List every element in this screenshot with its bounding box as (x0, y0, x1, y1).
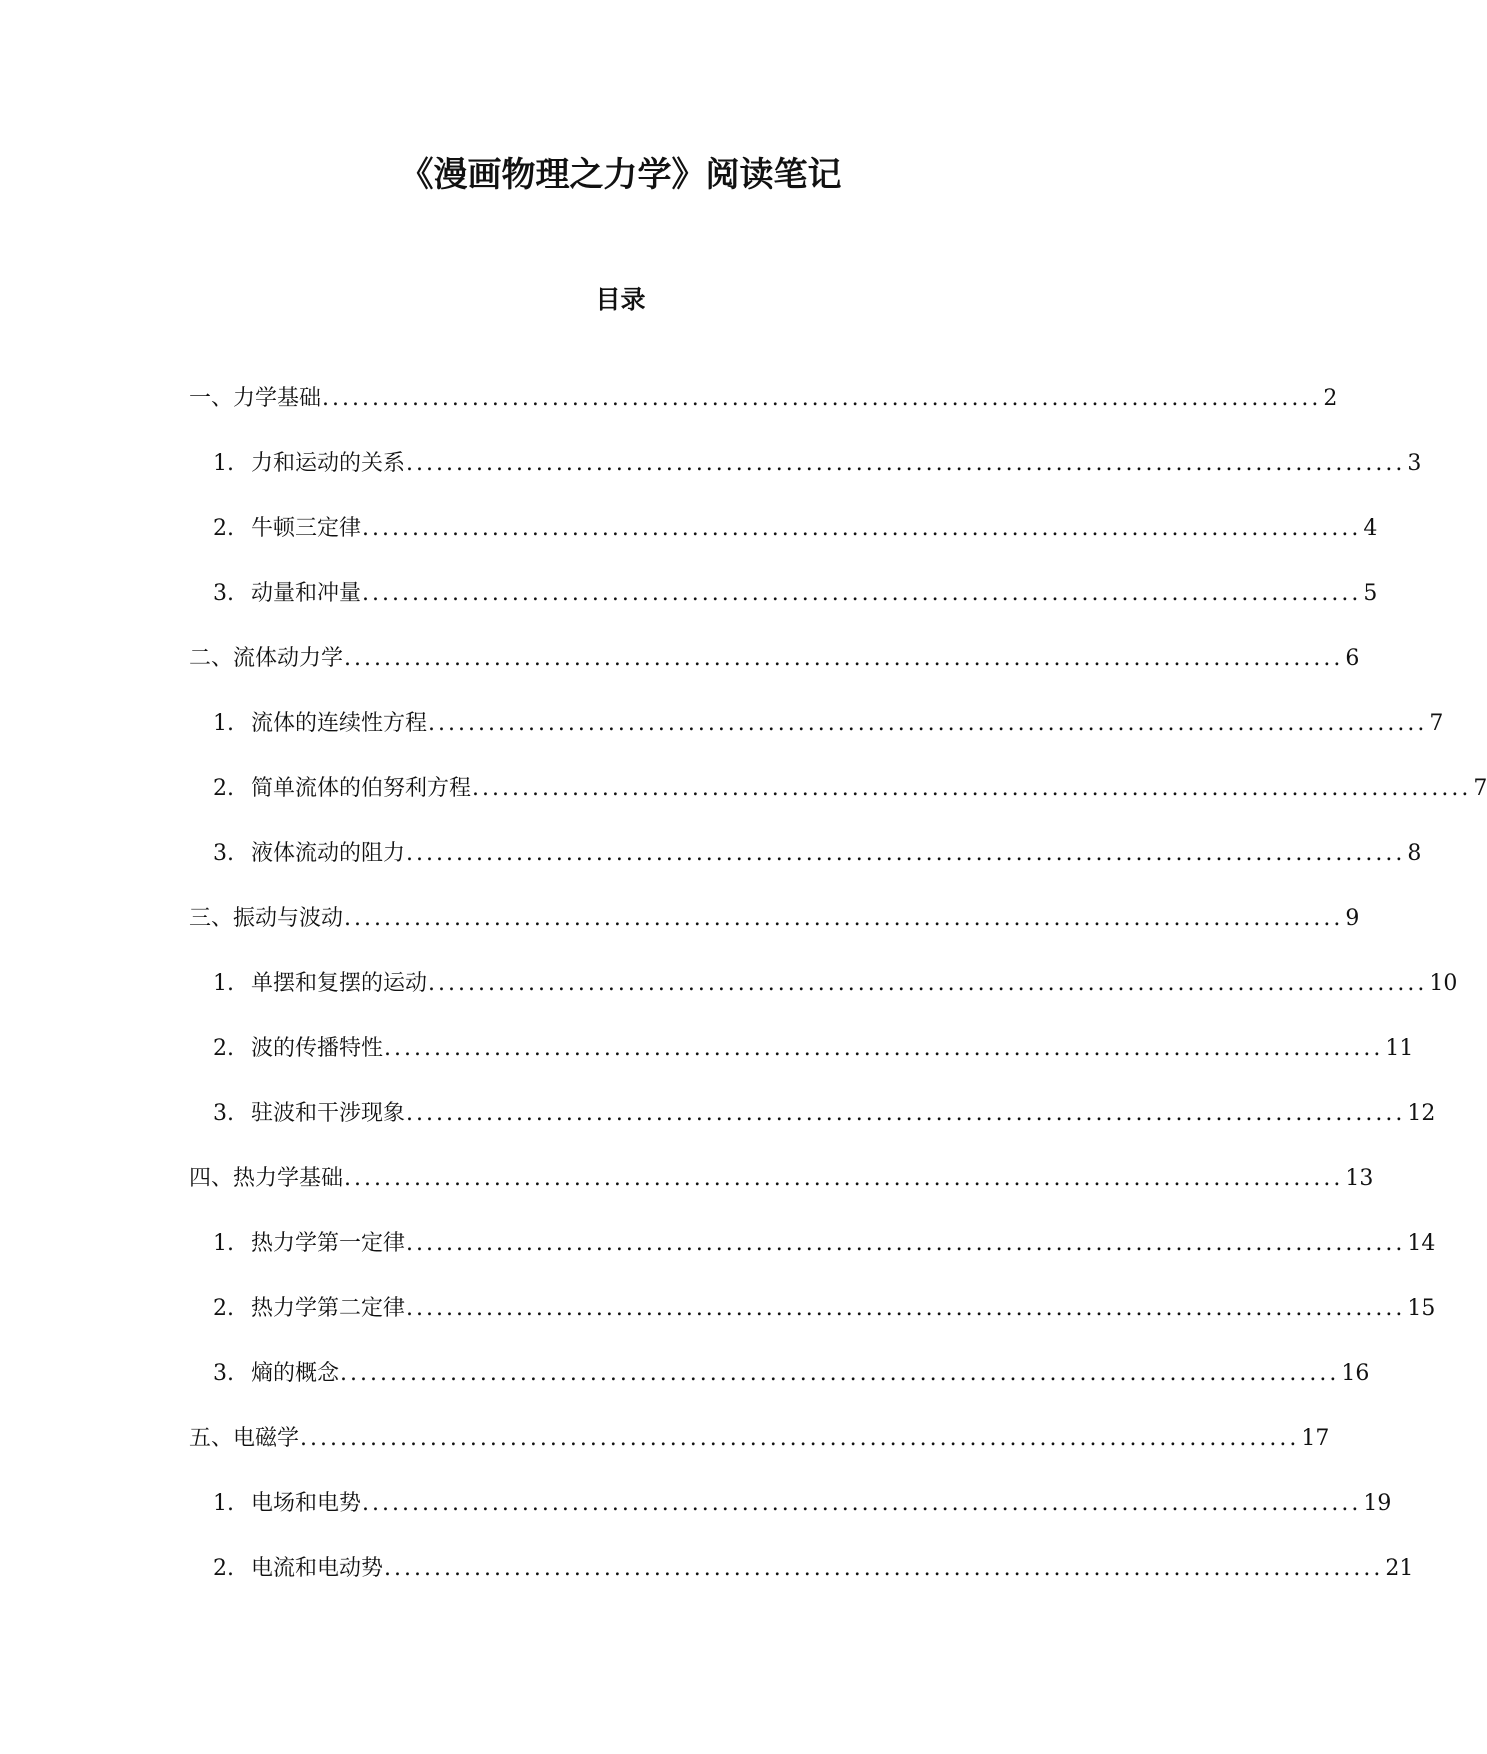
toc-entry-number: 2. (213, 1036, 234, 1061)
toc-entry-label: 驻波和干涉现象 (251, 1101, 406, 1126)
toc-entry-number: 2. (213, 1296, 234, 1321)
toc-entry-subsection[interactable] (213, 512, 1378, 577)
toc-entry-subsection[interactable] (213, 1227, 1436, 1292)
toc-dot-leader: .................................................................................................... (384, 1556, 1384, 1581)
toc-page-number: 13 (1345, 1166, 1374, 1191)
toc-entry-label: 力和运动的关系 (251, 451, 406, 476)
toc-entry-label: 熵的概念 (251, 1361, 340, 1386)
toc-entry-subsection[interactable] (213, 967, 1458, 1032)
toc-dot-leader: .................................................................................................... (406, 1101, 1406, 1126)
toc-page-number: 9 (1345, 906, 1360, 931)
toc-dot-leader: .................................................................................................... (362, 581, 1362, 606)
toc-dot-leader: .................................................................................................... (362, 516, 1362, 541)
toc-entry-label: 简单流体的伯努利方程 (251, 776, 472, 801)
toc-page-number: 3 (1407, 451, 1422, 476)
toc-dot-leader: .................................................................................................... (472, 776, 1472, 801)
toc-entry-section-1[interactable] (189, 382, 1338, 447)
toc-dot-leader: .................................................................................................... (344, 1166, 1344, 1191)
toc-entry-label: 五、电磁学 (189, 1426, 300, 1451)
toc-entry-number: 1. (213, 711, 234, 736)
toc-entry-subsection[interactable] (213, 1032, 1414, 1097)
toc-entry-label: 三、振动与波动 (189, 906, 344, 931)
toc-page-number: 17 (1301, 1426, 1330, 1451)
toc-page-number: 2 (1323, 386, 1338, 411)
toc-entry-number: 2. (213, 516, 234, 541)
toc-entry-label: 热力学第一定律 (251, 1231, 406, 1256)
toc-entry-label: 单摆和复摆的运动 (251, 971, 428, 996)
toc-page-number: 4 (1363, 516, 1378, 541)
toc-dot-leader: .................................................................................................... (406, 1231, 1406, 1256)
toc-entry-number: 1. (213, 1491, 234, 1516)
toc-page-number: 16 (1341, 1361, 1370, 1386)
toc-entry-subsection[interactable] (213, 1487, 1392, 1552)
toc-entry-label: 流体的连续性方程 (251, 711, 428, 736)
toc-entry-number: 3. (213, 1101, 234, 1126)
toc-entry-subsection[interactable] (213, 1552, 1414, 1617)
toc-dot-leader: .................................................................................................... (428, 971, 1428, 996)
toc-entry-subsection[interactable] (213, 1292, 1436, 1357)
toc-entry-number: 3. (213, 841, 234, 866)
toc-dot-leader: .................................................................................................... (406, 451, 1406, 476)
toc-entry-label: 一、力学基础 (189, 386, 322, 411)
toc-page-number: 8 (1407, 841, 1422, 866)
toc-page-number: 6 (1345, 646, 1360, 671)
toc-dot-leader: .................................................................................................... (344, 906, 1344, 931)
toc-dot-leader: .................................................................................................... (406, 1296, 1406, 1321)
toc-page-number: 11 (1385, 1036, 1414, 1061)
toc-page-number: 5 (1363, 581, 1378, 606)
toc-entry-label: 四、热力学基础 (189, 1166, 344, 1191)
toc-entry-subsection[interactable] (213, 1357, 1370, 1422)
toc-page-number: 7 (1429, 711, 1444, 736)
toc-page-number: 12 (1407, 1101, 1436, 1126)
document-title: 《漫画物理之力学》阅读笔记 (399, 155, 842, 195)
toc-entry-subsection[interactable] (213, 1097, 1436, 1162)
toc-entry-number: 1. (213, 1231, 234, 1256)
toc-dot-leader: .................................................................................................... (344, 646, 1344, 671)
toc-dot-leader: .................................................................................................... (340, 1361, 1340, 1386)
toc-entry-label: 电流和电动势 (251, 1556, 384, 1581)
toc-page-number: 21 (1385, 1556, 1414, 1581)
table-of-contents (0, 382, 1487, 1617)
toc-entry-subsection[interactable] (213, 707, 1444, 772)
toc-entry-number: 2. (213, 1556, 234, 1581)
toc-entry-label: 牛顿三定律 (251, 516, 362, 541)
toc-entry-subsection[interactable] (213, 447, 1422, 512)
toc-entry-section-2[interactable] (189, 642, 1360, 707)
toc-page-number: 14 (1407, 1231, 1436, 1256)
toc-entry-subsection[interactable] (213, 772, 1487, 837)
toc-entry-label: 波的传播特性 (251, 1036, 384, 1061)
toc-dot-leader: .................................................................................................... (428, 711, 1428, 736)
toc-entry-number: 1. (213, 451, 234, 476)
toc-entry-subsection[interactable] (213, 837, 1422, 902)
toc-entry-section-3[interactable] (189, 902, 1360, 967)
toc-entry-section-5[interactable] (189, 1422, 1330, 1487)
toc-dot-leader: .................................................................................................... (300, 1426, 1300, 1451)
toc-entry-label: 液体流动的阻力 (251, 841, 406, 866)
toc-entry-number: 3. (213, 1361, 234, 1386)
toc-dot-leader: .................................................................................................... (362, 1491, 1362, 1516)
toc-page-number: 10 (1429, 971, 1458, 996)
toc-entry-label: 动量和冲量 (251, 581, 362, 606)
toc-entry-number: 3. (213, 581, 234, 606)
toc-dot-leader: .................................................................................................... (406, 841, 1406, 866)
toc-page-number: 19 (1363, 1491, 1392, 1516)
toc-entry-label: 热力学第二定律 (251, 1296, 406, 1321)
toc-page-number: 15 (1407, 1296, 1436, 1321)
toc-dot-leader: .................................................................................................... (322, 386, 1322, 411)
toc-heading: 目录 (595, 285, 646, 314)
toc-entry-subsection[interactable] (213, 577, 1378, 642)
toc-entry-section-4[interactable] (189, 1162, 1374, 1227)
toc-entry-number: 2. (213, 776, 234, 801)
toc-entry-label: 电场和电势 (251, 1491, 362, 1516)
toc-entry-label: 二、流体动力学 (189, 646, 344, 671)
toc-page-number: 7 (1473, 776, 1487, 801)
toc-entry-number: 1. (213, 971, 234, 996)
toc-dot-leader: .................................................................................................... (384, 1036, 1384, 1061)
